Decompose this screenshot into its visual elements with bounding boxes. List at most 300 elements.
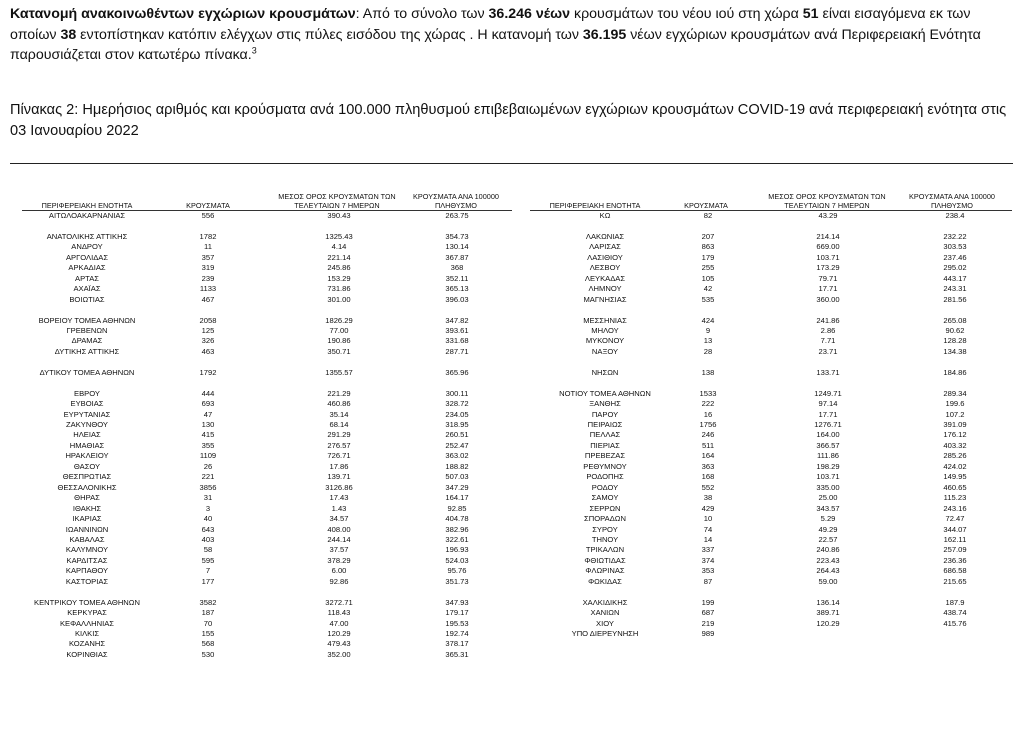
cell-avg: 3126.86 bbox=[325, 482, 353, 492]
cell-unit: ΛΑΡΙΣΑΣ bbox=[589, 242, 621, 252]
cell-unit: ΤΗΝΟΥ bbox=[591, 534, 619, 544]
cell-cases: 105 bbox=[701, 273, 715, 283]
cell-cases: 130 bbox=[201, 420, 215, 429]
cell-avg: 276.57 bbox=[327, 440, 351, 450]
cell-per100k: 368 bbox=[450, 263, 464, 273]
cell-avg: 5.29 bbox=[820, 514, 836, 524]
cell-cases: 239 bbox=[201, 273, 215, 283]
cell-avg: 153.29 bbox=[327, 273, 351, 283]
cell-per100k: 318.95 bbox=[445, 420, 469, 429]
cell-per100k: 260.51 bbox=[445, 430, 469, 440]
cell-avg: 68.14 bbox=[329, 420, 349, 429]
cell-cases: 989 bbox=[701, 629, 715, 638]
cell-cases: 16 bbox=[703, 409, 713, 419]
cell-cases: 530 bbox=[201, 649, 215, 659]
cell-cases: 568 bbox=[201, 639, 215, 649]
cell-cases: 219 bbox=[701, 618, 715, 628]
cell-per100k: 347.93 bbox=[445, 597, 469, 607]
cell-avg: 221.29 bbox=[327, 388, 351, 398]
cell-avg: 479.43 bbox=[327, 639, 351, 649]
cell-per100k: 424.02 bbox=[943, 461, 967, 471]
cell-cases: 424 bbox=[701, 315, 715, 325]
cell-cases: 11 bbox=[204, 242, 212, 252]
header-per100k: ΚΡΟΥΣΜΑΤΑ ΑΝΑ 100000 ΠΛΗΘΥΣΜΟ bbox=[413, 192, 499, 210]
cell-unit: ΕΥΡΥΤΑΝΙΑΣ bbox=[63, 409, 111, 419]
cell-cases: 1533 bbox=[699, 388, 717, 398]
cell-avg: 17.71 bbox=[818, 284, 838, 294]
cell-cases: 246 bbox=[701, 430, 715, 440]
cell-unit: ΡΟΔΟΠΗΣ bbox=[586, 472, 624, 482]
cell-avg: 103.71 bbox=[816, 252, 840, 262]
cell-avg: 92.86 bbox=[329, 576, 349, 586]
cell-avg: 240.86 bbox=[816, 545, 840, 555]
cell-cases: 2058 bbox=[199, 315, 217, 325]
cell-avg: 37.57 bbox=[329, 545, 349, 555]
cell-avg: 17.43 bbox=[329, 493, 349, 503]
cell-unit: ΒΟΡΕΙΟΥ ΤΟΜΕΑ ΑΘΗΝΩΝ bbox=[38, 315, 136, 325]
cell-cases: 535 bbox=[701, 294, 715, 304]
cell-avg: 25.00 bbox=[818, 493, 838, 503]
cell-unit: ΚΟΡΙΝΘΙΑΣ bbox=[66, 649, 108, 659]
cell-avg: 43.29 bbox=[818, 211, 838, 220]
cell-per100k: 188.82 bbox=[445, 461, 469, 471]
cell-per100k: 187.9 bbox=[945, 597, 965, 607]
cell-cases: 1756 bbox=[699, 420, 717, 429]
cell-cases: 28 bbox=[703, 346, 713, 356]
cell-cases: 444 bbox=[201, 388, 215, 398]
cell-per100k: 107.2 bbox=[945, 409, 965, 419]
cell-unit: ΛΑΚΩΝΙΑΣ bbox=[585, 231, 625, 241]
cell-cases: 357 bbox=[201, 252, 215, 262]
cell-per100k: 378.17 bbox=[445, 639, 469, 649]
cell-cases: 207 bbox=[701, 231, 715, 241]
cell-per100k: 322.61 bbox=[445, 534, 469, 544]
text-segment: κρουσμάτων του νέου ιού στη χώρα bbox=[570, 6, 803, 22]
cell-avg: 360.00 bbox=[816, 294, 840, 304]
cell-per100k: 295.02 bbox=[943, 263, 967, 273]
cell-avg: 389.71 bbox=[816, 608, 840, 618]
cell-cases: 326 bbox=[201, 336, 215, 346]
cell-cases: 58 bbox=[203, 545, 213, 555]
divider bbox=[10, 163, 1013, 164]
cell-unit: ΙΘΑΚΗΣ bbox=[72, 503, 102, 513]
cell-per100k: 367.87 bbox=[445, 252, 469, 262]
cell-unit: ΚΑΡΔΙΤΣΑΣ bbox=[66, 555, 108, 565]
cell-per100k: 72.47 bbox=[945, 514, 965, 524]
cell-cases: 1109 bbox=[199, 451, 217, 461]
cell-avg: 460.86 bbox=[327, 399, 351, 409]
cell-avg: 291.29 bbox=[327, 430, 351, 440]
cell-cases: 125 bbox=[201, 325, 215, 335]
cell-cases: 355 bbox=[201, 440, 215, 450]
cell-unit: ΚΑΣΤΟΡΙΑΣ bbox=[65, 576, 109, 586]
cell-unit: ΣΠΟΡΑΔΩΝ bbox=[584, 514, 626, 524]
cell-avg: 731.86 bbox=[327, 284, 351, 294]
cell-cases: 187 bbox=[201, 608, 215, 618]
cell-cases: 255 bbox=[701, 263, 715, 273]
cell-avg: 49.29 bbox=[818, 524, 838, 534]
cell-per100k: 179.17 bbox=[445, 608, 469, 618]
cell-unit: ΧΙΟΥ bbox=[596, 618, 614, 628]
right-table bbox=[510, 211, 1024, 731]
cell-unit: ΘΗΡΑΣ bbox=[74, 493, 100, 503]
cell-unit: ΛΕΥΚΑΔΑΣ bbox=[584, 273, 626, 283]
cell-unit: ΑΝΔΡΟΥ bbox=[71, 242, 103, 252]
cell-cases: 42 bbox=[703, 284, 713, 294]
cell-unit: ΚΑΡΠΑΘΟΥ bbox=[65, 566, 109, 576]
cell-unit: ΖΑΚΥΝΘΟΥ bbox=[66, 420, 108, 429]
cell-per100k: 391.09 bbox=[943, 420, 967, 429]
cell-cases: 374 bbox=[701, 555, 715, 565]
cell-avg: 198.29 bbox=[816, 461, 840, 471]
cell-unit: ΔΥΤΙΚΗΣ ΑΤΤΙΚΗΣ bbox=[54, 346, 120, 356]
cell-unit: ΠΙΕΡΙΑΣ bbox=[590, 440, 620, 450]
cell-cases: 353 bbox=[701, 566, 715, 576]
cell-per100k: 396.03 bbox=[445, 294, 469, 304]
cell-per100k: 300.11 bbox=[445, 388, 469, 398]
footnote-marker: 3 bbox=[251, 45, 257, 56]
cell-per100k: 365.96 bbox=[445, 367, 469, 377]
cell-per100k: 403.32 bbox=[943, 440, 967, 450]
cell-per100k: 243.31 bbox=[943, 284, 967, 294]
cell-cases: 643 bbox=[201, 524, 215, 534]
cell-per100k: 365.13 bbox=[445, 284, 469, 294]
cell-per100k: 686.58 bbox=[943, 566, 967, 576]
cell-cases: 463 bbox=[201, 346, 215, 356]
cell-per100k: 115.23 bbox=[943, 493, 967, 503]
cell-cases: 1782 bbox=[199, 231, 217, 241]
cell-per100k: 90.62 bbox=[945, 325, 965, 335]
cell-cases: 38 bbox=[703, 493, 713, 503]
cell-avg: 244.14 bbox=[327, 534, 351, 544]
cell-avg: 1325.43 bbox=[325, 231, 353, 241]
cell-per100k: 128.28 bbox=[943, 336, 967, 346]
cell-cases: 221 bbox=[201, 472, 215, 482]
cell-unit: ΤΡΙΚΑΛΩΝ bbox=[585, 545, 625, 555]
cell-avg: 120.29 bbox=[327, 629, 351, 638]
cell-avg: 1826.29 bbox=[325, 315, 353, 325]
cell-cases: 1133 bbox=[199, 284, 217, 294]
cell-per100k: 443.17 bbox=[943, 273, 967, 283]
cell-unit: ΒΟΙΩΤΙΑΣ bbox=[69, 294, 105, 304]
cell-unit: ΚΕΦΑΛΛΗΝΙΑΣ bbox=[59, 618, 115, 628]
left-table bbox=[0, 211, 520, 731]
cell-avg: 23.71 bbox=[818, 346, 838, 356]
cell-per100k: 363.02 bbox=[445, 451, 469, 461]
cell-avg: 59.00 bbox=[818, 576, 838, 586]
cell-unit: ΙΚΑΡΙΑΣ bbox=[72, 514, 102, 524]
cell-cases: 9 bbox=[705, 325, 711, 335]
cell-per100k: 243.16 bbox=[943, 503, 967, 513]
cell-cases: 47 bbox=[203, 409, 213, 419]
cell-cases: 3856 bbox=[199, 482, 217, 492]
cell-avg: 139.71 bbox=[327, 472, 351, 482]
cell-cases: 74 bbox=[703, 524, 713, 534]
cell-unit: ΝΑΞΟΥ bbox=[591, 346, 619, 356]
cell-unit: ΗΛΕΙΑΣ bbox=[73, 430, 101, 440]
cell-avg: 335.00 bbox=[816, 482, 840, 492]
cell-unit: ΣΥΡΟΥ bbox=[592, 524, 618, 534]
cell-unit: ΧΑΝΙΩΝ bbox=[590, 608, 620, 618]
cell-unit: ΘΑΣΟΥ bbox=[73, 461, 101, 471]
cell-per100k: 232.22 bbox=[943, 231, 967, 241]
cell-per100k: 184.86 bbox=[943, 367, 967, 377]
cell-avg: 1276.71 bbox=[814, 420, 842, 429]
cell-per100k: 281.56 bbox=[943, 294, 967, 304]
cell-avg: 97.14 bbox=[818, 399, 838, 409]
cell-cases: 552 bbox=[701, 482, 715, 492]
cell-per100k: 95.76 bbox=[447, 566, 467, 576]
header-cases: ΚΡΟΥΣΜΑΤΑ bbox=[186, 201, 230, 210]
cell-avg: 17.86 bbox=[329, 461, 349, 471]
cell-cases: 3582 bbox=[199, 597, 217, 607]
cell-unit: ΚΑΛΥΜΝΟΥ bbox=[65, 545, 109, 555]
cell-avg: 22.57 bbox=[818, 534, 838, 544]
cell-cases: 164 bbox=[701, 451, 715, 461]
cell-avg: 350.71 bbox=[327, 346, 351, 356]
header-per100k: ΚΡΟΥΣΜΑΤΑ ΑΝΑ 100000 ΠΛΗΘΥΣΜΟ bbox=[909, 192, 995, 210]
cell-per100k: 265.08 bbox=[943, 315, 967, 325]
cell-cases: 177 bbox=[201, 576, 215, 586]
header-avg: ΜΕΣΟΣ ΟΡΟΣ ΚΡΟΥΣΜΑΤΩΝ ΤΩΝ ΤΕΛΕΥΤΑΙΩΝ 7 ΗΜΕΡΩΝ bbox=[768, 192, 886, 210]
cell-avg: 6.00 bbox=[331, 566, 347, 576]
header-unit: ΠΕΡΙΦΕΡΕΙΑΚΗ ΕΝΟΤΗΤΑ bbox=[41, 201, 133, 210]
cell-per100k: 257.09 bbox=[943, 545, 967, 555]
cell-unit: ΗΜΑΘΙΑΣ bbox=[69, 440, 105, 450]
cell-cases: 70 bbox=[203, 618, 213, 628]
cell-per100k: 344.07 bbox=[943, 524, 967, 534]
cell-unit: ΞΑΝΘΗΣ bbox=[589, 399, 621, 409]
cell-avg: 245.86 bbox=[327, 263, 351, 273]
cell-unit: ΛΕΣΒΟΥ bbox=[589, 263, 621, 273]
cell-per100k: 287.71 bbox=[445, 346, 469, 356]
cell-per100k: 460.65 bbox=[943, 482, 967, 492]
cell-avg: 264.43 bbox=[816, 566, 840, 576]
imported-cases: 51 bbox=[802, 6, 819, 22]
cell-avg: 103.71 bbox=[816, 472, 840, 482]
cell-avg: 221.14 bbox=[327, 252, 351, 262]
cell-per100k: 199.6 bbox=[945, 399, 965, 409]
cell-per100k: 507.03 bbox=[445, 472, 469, 482]
cell-unit: ΦΩΚΙΔΑΣ bbox=[588, 576, 622, 586]
cell-per100k: 347.29 bbox=[445, 482, 469, 492]
cell-cases: 337 bbox=[701, 545, 715, 555]
cell-cases: 687 bbox=[701, 608, 715, 618]
cell-per100k: 524.03 bbox=[445, 555, 469, 565]
cell-unit: ΑΧΑΪΑΣ bbox=[73, 284, 101, 294]
cell-unit: ΚΑΒΑΛΑΣ bbox=[69, 534, 105, 544]
cell-cases: 87 bbox=[703, 576, 713, 586]
cell-unit: ΔΥΤΙΚΟΥ ΤΟΜΕΑ ΑΘΗΝΩΝ bbox=[39, 367, 135, 377]
cell-avg: 4.14 bbox=[331, 242, 347, 252]
cell-per100k: 365.31 bbox=[445, 649, 469, 659]
cell-unit: ΕΥΒΟΙΑΣ bbox=[70, 399, 104, 409]
cell-avg: 390.43 bbox=[327, 211, 351, 220]
cell-unit: ΝΟΤΙΟΥ ΤΟΜΕΑ ΑΘΗΝΩΝ bbox=[559, 388, 651, 398]
cell-per100k: 303.53 bbox=[943, 242, 967, 252]
cell-avg: 111.86 bbox=[816, 451, 840, 461]
cell-unit: ΜΑΓΝΗΣΙΑΣ bbox=[583, 294, 627, 304]
cell-avg: 79.71 bbox=[818, 273, 838, 283]
cell-unit: ΠΕΛΛΑΣ bbox=[589, 430, 621, 440]
cell-avg: 136.14 bbox=[816, 597, 840, 607]
text-segment: είναι εισαγόμενα εκ των οποίων bbox=[10, 6, 971, 43]
cell-per100k: 354.73 bbox=[445, 231, 469, 241]
cell-per100k: 164.17 bbox=[445, 493, 469, 503]
cell-unit: ΡΕΘΥΜΝΟΥ bbox=[583, 461, 627, 471]
cell-per100k: 236.36 bbox=[943, 555, 967, 565]
cell-per100k: 415.76 bbox=[943, 618, 967, 628]
cell-unit: ΠΡΕΒΕΖΑΣ bbox=[584, 451, 626, 461]
cell-unit: ΓΡΕΒΕΝΩΝ bbox=[66, 325, 108, 335]
cell-per100k: 234.05 bbox=[445, 409, 469, 419]
cell-avg: 77.00 bbox=[329, 325, 349, 335]
cell-cases: 363 bbox=[701, 461, 715, 471]
cell-per100k: 438.74 bbox=[943, 608, 967, 618]
cell-per100k: 393.61 bbox=[445, 325, 469, 335]
cell-avg: 133.71 bbox=[816, 367, 840, 377]
cell-cases: 40 bbox=[203, 514, 213, 524]
cell-avg: 3272.71 bbox=[325, 597, 353, 607]
cell-per100k: 130.14 bbox=[445, 242, 469, 252]
cell-avg: 669.00 bbox=[816, 242, 840, 252]
cell-cases: 199 bbox=[701, 597, 715, 607]
cell-cases: 10 bbox=[703, 514, 713, 524]
cell-cases: 415 bbox=[201, 430, 215, 440]
cell-per100k: 215.65 bbox=[943, 576, 967, 586]
cell-per100k: 92.85 bbox=[447, 503, 467, 513]
cell-unit: ΛΗΜΝΟΥ bbox=[588, 284, 622, 294]
cell-unit: ΣΑΜΟΥ bbox=[591, 493, 619, 503]
cell-cases: 511 bbox=[701, 440, 715, 450]
cell-avg: 343.57 bbox=[816, 503, 840, 513]
cell-unit: ΦΛΩΡΙΝΑΣ bbox=[585, 566, 625, 576]
cell-unit: ΛΑΣΙΘΙΟΥ bbox=[587, 252, 623, 262]
text-segment: εντοπίστηκαν κατόπιν ελέγχων στις πύλες εισόδου της χώρας . Η κατανομή των bbox=[76, 26, 583, 43]
intro-paragraph bbox=[10, 4, 1015, 66]
cell-per100k: 285.26 bbox=[943, 451, 967, 461]
cell-avg: 223.43 bbox=[816, 555, 840, 565]
cell-unit: ΦΘΙΩΤΙΔΑΣ bbox=[584, 555, 626, 565]
header-unit: ΠΕΡΙΦΕΡΕΙΑΚΗ ΕΝΟΤΗΤΑ bbox=[549, 201, 641, 210]
cell-per100k: 162.11 bbox=[943, 534, 967, 544]
cell-cases: 138 bbox=[701, 367, 715, 377]
cell-unit: ΑΡΓΟΛΙΔΑΣ bbox=[65, 252, 109, 262]
cell-per100k: 328.72 bbox=[445, 399, 469, 409]
cell-unit: ΙΩΑΝΝΙΝΩΝ bbox=[65, 524, 109, 534]
cell-unit: ΣΕΡΡΩΝ bbox=[589, 503, 621, 513]
cell-avg: 1355.57 bbox=[325, 367, 353, 377]
cell-avg: 164.00 bbox=[816, 430, 840, 440]
cell-avg: 301.00 bbox=[327, 294, 351, 304]
cell-avg: 120.29 bbox=[816, 618, 840, 628]
cell-avg: 214.14 bbox=[816, 231, 840, 241]
cell-per100k: 134.38 bbox=[943, 346, 967, 356]
cell-per100k: 351.73 bbox=[445, 576, 469, 586]
cell-unit: ΥΠΟ ΔΙΕΡΕΥΝΗΣΗ bbox=[571, 629, 639, 638]
cell-avg: 1249.71 bbox=[814, 388, 842, 398]
cell-cases: 595 bbox=[201, 555, 215, 565]
cell-unit: ΔΡΑΜΑΣ bbox=[71, 336, 103, 346]
cell-cases: 168 bbox=[701, 472, 715, 482]
cell-per100k: 192.74 bbox=[445, 629, 469, 638]
cell-unit: ΜΥΚΟΝΟΥ bbox=[585, 336, 625, 346]
cell-unit: ΗΡΑΚΛΕΙΟΥ bbox=[65, 451, 109, 461]
domestic-cases: 36.195 bbox=[582, 26, 627, 43]
cell-per100k: 404.78 bbox=[445, 514, 469, 524]
cell-avg: 378.29 bbox=[327, 555, 351, 565]
cell-unit: ΧΑΛΚΙΔΙΚΗΣ bbox=[582, 597, 628, 607]
cell-per100k: 237.46 bbox=[943, 252, 967, 262]
cell-avg: 726.71 bbox=[327, 451, 351, 461]
cell-unit: ΠΑΡΟΥ bbox=[591, 409, 619, 419]
cell-unit: ΘΕΣΣΑΛΟΝΙΚΗΣ bbox=[57, 482, 117, 492]
cell-cases: 3 bbox=[205, 503, 211, 513]
cell-cases: 863 bbox=[701, 242, 715, 252]
text-segment: : Από το σύνολο των bbox=[355, 6, 489, 22]
cell-avg: 7.71 bbox=[820, 336, 836, 346]
cell-per100k: 195.53 bbox=[445, 618, 469, 628]
cell-avg: 47.00 bbox=[329, 618, 349, 628]
cell-unit: ΚΕΝΤΡΙΚΟΥ ΤΟΜΕΑ ΑΘΗΝΩΝ bbox=[34, 597, 140, 607]
cell-unit: ΑΡΤΑΣ bbox=[75, 273, 99, 283]
cell-cases: 693 bbox=[201, 399, 215, 409]
cell-per100k: 196.93 bbox=[445, 545, 469, 555]
cell-cases: 13 bbox=[703, 336, 713, 346]
cell-unit: ΑΝΑΤΟΛΙΚΗΣ ΑΤΤΙΚΗΣ bbox=[46, 231, 128, 241]
cell-cases: 429 bbox=[701, 503, 715, 513]
cell-per100k: 352.11 bbox=[445, 273, 469, 283]
header-cases: ΚΡΟΥΣΜΑΤΑ bbox=[684, 201, 728, 210]
cell-unit: ΠΕΙΡΑΙΩΣ bbox=[587, 420, 623, 429]
cell-avg: 408.00 bbox=[327, 524, 351, 534]
cell-unit: ΑΙΤΩΛΟΑΚΑΡΝΑΝΙΑΣ bbox=[48, 211, 126, 220]
cell-per100k: 176.12 bbox=[943, 430, 967, 440]
cell-avg: 34.57 bbox=[329, 514, 349, 524]
cell-avg: 190.86 bbox=[327, 336, 351, 346]
cell-cases: 7 bbox=[205, 566, 211, 576]
cell-cases: 222 bbox=[701, 399, 715, 409]
cell-cases: 179 bbox=[701, 252, 715, 262]
cell-per100k: 347.82 bbox=[445, 315, 469, 325]
cell-unit: ΜΗΛΟΥ bbox=[591, 325, 619, 335]
cell-cases: 26 bbox=[203, 461, 213, 471]
cell-cases: 14 bbox=[703, 534, 713, 544]
cell-per100k: 289.34 bbox=[943, 388, 967, 398]
cell-cases: 31 bbox=[203, 493, 213, 503]
cell-cases: 319 bbox=[201, 263, 215, 273]
cell-avg: 1.43 bbox=[331, 503, 347, 513]
cell-unit: ΕΒΡΟΥ bbox=[74, 388, 100, 398]
cell-per100k: 263.75 bbox=[445, 211, 469, 220]
cell-unit: ΡΟΔΟΥ bbox=[591, 482, 619, 492]
cell-unit: ΝΗΣΩΝ bbox=[591, 367, 619, 377]
table-caption: Πίνακας 2: Ημερήσιος αριθμός και κρούσματα ανά 100.000 πληθυσμού επιβεβαιωμένων εγχώριων κρουσμάτων COVID-19 ανά περιφερειακή ενότητα στις 03 Ιανουαρίου 2022 bbox=[10, 102, 1007, 139]
cell-avg: 173.29 bbox=[816, 263, 840, 273]
cell-cases: 1792 bbox=[199, 367, 217, 377]
cell-cases: 82 bbox=[703, 211, 713, 220]
cell-unit: ΘΕΣΠΡΩΤΙΑΣ bbox=[62, 472, 112, 482]
text-segment: νέων εγχώριων κρουσμάτων ανά Περιφερειακή Ενότητα παρουσιάζεται στον κατωτέρω πίνακα. bbox=[10, 26, 981, 63]
cell-unit: ΚΟΖΑΝΗΣ bbox=[68, 639, 106, 649]
cell-unit: ΜΕΣΣΗΝΙΑΣ bbox=[583, 315, 627, 325]
section-title: Κατανομή ανακοινωθέντων εγχώριων κρουσμάτων bbox=[10, 6, 356, 22]
cell-unit: ΚΩ bbox=[599, 211, 611, 220]
cell-per100k: 238.4 bbox=[945, 211, 965, 220]
cell-per100k: 252.47 bbox=[445, 440, 469, 450]
cell-unit: ΚΕΡΚΥΡΑΣ bbox=[67, 608, 107, 618]
cell-unit: ΑΡΚΑΔΙΑΣ bbox=[68, 263, 106, 273]
